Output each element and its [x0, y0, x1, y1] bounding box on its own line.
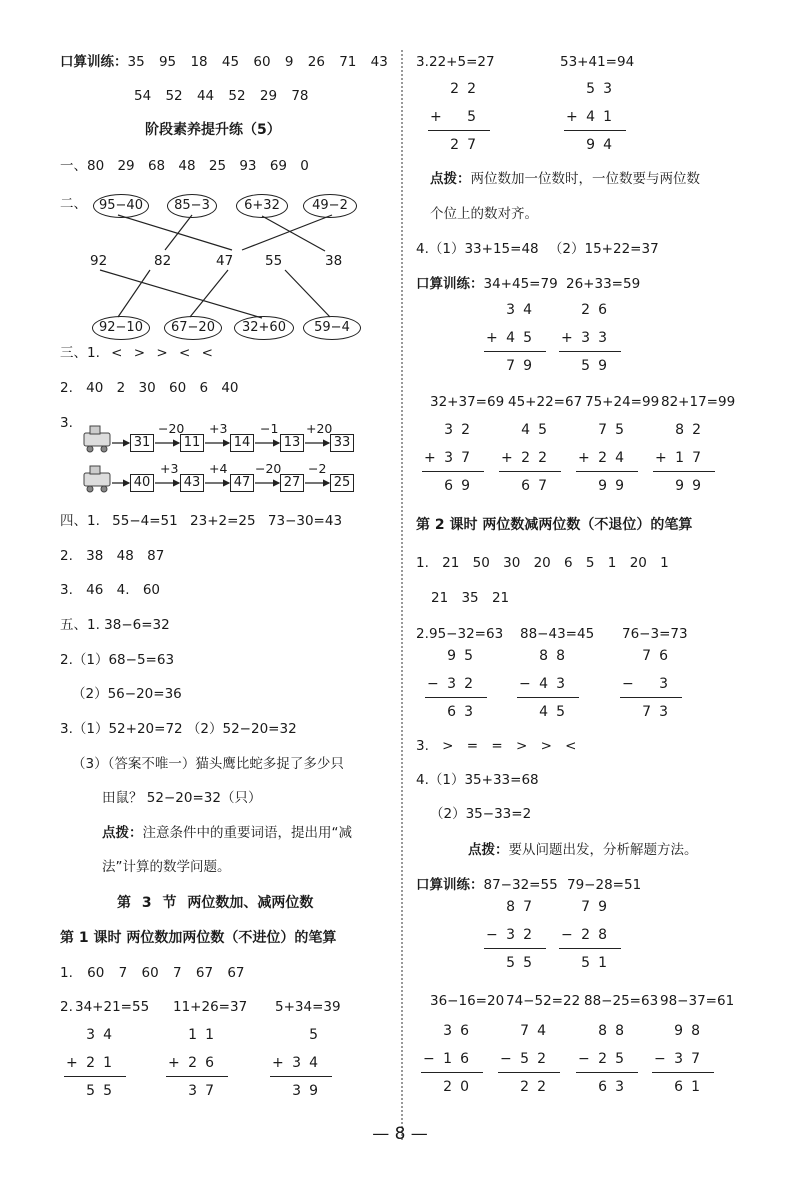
l1-v2-operator: + [168, 1055, 180, 1071]
r-l2-v1-operator: − [427, 676, 439, 692]
kousuan-row2: 54 52 44 52 29 78 [134, 88, 309, 104]
train1-op-3: −1 [260, 421, 279, 436]
r-ks2-eq-4: 82+17=99 [661, 394, 736, 410]
r-q3-eq-1: 22+5=27 [429, 54, 495, 70]
r-ks4-eq-3: 88−25=63 [584, 993, 659, 1009]
dianbo-left: 点拨：注意条件中的重要词语，提出用“减 [102, 825, 352, 841]
train1-box-1: 11 [180, 434, 204, 452]
lesson2-title: 第 2 课时 两位数减两位数（不退位）的笔算 [416, 517, 693, 533]
mid-number-2: 82 [154, 253, 172, 269]
r-ks1-eq-2: 26+33=59 [566, 276, 641, 292]
r-ks1-v1-top: 34 [506, 302, 540, 318]
r-q3-label: 3. [416, 54, 429, 70]
r-ks3-v1-top: 87 [506, 899, 540, 915]
r-ks3-v1-result: 55 [506, 955, 540, 971]
train1-op-2: +3 [209, 421, 228, 436]
r-l2-v3-addend: 3 [659, 676, 676, 692]
train-icon [84, 426, 110, 492]
oval-top-4: 49−2 [303, 194, 357, 218]
oval-bottom-4: 59−4 [303, 316, 361, 340]
l1-q2-eq-2: 11+26=37 [173, 999, 248, 1015]
r-dianbo1: 点拨：两位数加一位数时，一位数要与两位数 [430, 171, 700, 187]
r-q3-v2-rule [564, 130, 626, 131]
r-l2-v3-operator: − [622, 676, 634, 692]
r-ks2-v4-top: 82 [675, 422, 709, 438]
wu-2-2: （2）56−20=36 [72, 686, 182, 702]
r-ks4-eq-2: 74−52=22 [506, 993, 581, 1009]
wu-3: 3.（1）52+20=72 （2）52−20=32 [60, 721, 297, 737]
l1-q1: 1. 60 7 60 7 67 67 [60, 965, 245, 981]
lesson1-title: 第 1 课时 两位数加两位数（不进位）的笔算 [60, 930, 337, 946]
r-ks2-v1-addend: 37 [444, 450, 478, 466]
l1-v1-top: 34 [86, 1027, 120, 1043]
r-l2-q4-2: （2）35−33=2 [430, 806, 532, 822]
r-ks2-v3-operator: + [578, 450, 590, 466]
oval-bottom-1: 92−10 [92, 316, 150, 340]
r-dianbo1-b: 个位上的数对齐。 [430, 206, 538, 222]
mid-number-4: 55 [265, 253, 283, 269]
column-divider [401, 50, 403, 1140]
r-l2-q2-eq-1: 95−32=63 [429, 626, 504, 642]
r-ks4-v1-result: 20 [443, 1079, 477, 1095]
r-ks3-v2-top: 79 [581, 899, 615, 915]
r-ks1-v2-top: 26 [581, 302, 615, 318]
si-3: 3. 46 4. 60 [60, 582, 160, 598]
r-ks4-v4-top: 98 [674, 1023, 708, 1039]
r-ks1-v1-addend: 45 [506, 330, 540, 346]
r-l2-q2-label: 2. [416, 626, 429, 642]
r-ks3-v2-addend: 28 [581, 927, 615, 943]
r-q3-v1-operator: + [430, 109, 442, 125]
er-label: 二、 [60, 196, 87, 212]
l1-q2-label: 2. [60, 999, 73, 1015]
oval-top-3: 6+32 [236, 194, 288, 218]
train2-box-3: 27 [280, 474, 304, 492]
r-ks4-v1-addend: 16 [443, 1051, 477, 1067]
train1-op-4: +20 [306, 421, 333, 436]
l1-v3-result: 39 [292, 1083, 326, 1099]
r-ks2-v3-result: 99 [598, 478, 632, 494]
mid-number-1: 92 [90, 253, 108, 269]
l1-v3-addend: 34 [292, 1055, 326, 1071]
si-1: 四、1. 55−4=51 23+2=25 73−30=43 [60, 513, 343, 529]
r-ks4-v2-addend: 52 [520, 1051, 554, 1067]
page-number: — 8 — [372, 1124, 428, 1144]
r-ks4-v2-result: 22 [520, 1079, 554, 1095]
r-l2-q3: 3. > = = > > < [416, 738, 577, 754]
r-dianbo2: 点拨：要从问题出发，分析解题方法。 [468, 842, 698, 858]
r-ks1-v2-result: 59 [581, 358, 615, 374]
r-ks1-v2-addend: 33 [581, 330, 615, 346]
r-ks1-row: 口算训练：34+45=79 [416, 276, 558, 292]
l1-v1-addend: 21 [86, 1055, 120, 1071]
san-3-label: 3. [60, 415, 73, 431]
r-ks4-eq-4: 98−37=61 [660, 993, 735, 1009]
yi-answer: 一、80 29 68 48 25 93 69 0 [60, 158, 309, 174]
r-l2-v2-top: 88 [539, 648, 573, 664]
r-l2-v3-top: 76 [642, 648, 676, 664]
r-ks4-v1-rule [421, 1072, 483, 1073]
r-l2-q1b: 21 35 21 [431, 590, 510, 606]
r-ks4-v2-top: 74 [520, 1023, 554, 1039]
r-l2-v1-top: 95 [447, 648, 481, 664]
wu-2-1: 2.（1）68−5=63 [60, 652, 175, 668]
r-l2-v3-result: 73 [642, 704, 676, 720]
train1-box-4: 33 [330, 434, 354, 452]
wu-3-3a: （3）（答案不唯一）猫头鹰比蛇多捉了多少只 [72, 756, 344, 772]
l1-v1-result: 55 [86, 1083, 120, 1099]
r-q3-v1-addend: 5 [467, 109, 484, 125]
r-ks4-v4-rule [652, 1072, 714, 1073]
r-ks2-v2-top: 45 [521, 422, 555, 438]
r-ks2-v4-result: 99 [675, 478, 709, 494]
r-l2-q2-eq-2: 88−43=45 [520, 626, 595, 642]
r-ks1-v2-operator: + [561, 330, 573, 346]
train1-start: 31 [130, 434, 154, 452]
r-ks4-v4-operator: − [654, 1051, 666, 1067]
r-l2-v2-addend: 43 [539, 676, 573, 692]
r-ks1-v2-rule [559, 351, 621, 352]
r-ks2-v1-top: 32 [444, 422, 478, 438]
r-ks4-v3-rule [576, 1072, 638, 1073]
r-ks3-eq-2: 79−28=51 [567, 877, 642, 893]
r-ks2-v3-addend: 24 [598, 450, 632, 466]
mid-number-5: 38 [325, 253, 343, 269]
r-ks2-eq-1: 32+37=69 [430, 394, 505, 410]
r-l2-v1-result: 63 [447, 704, 481, 720]
r-ks4-v2-operator: − [500, 1051, 512, 1067]
section-title: 第 3 节 两位数加、减两位数 [117, 895, 314, 911]
r-q3-v2-operator: + [566, 109, 578, 125]
r-ks2-v1-result: 69 [444, 478, 478, 494]
r-q3-v1-rule [428, 130, 490, 131]
r-ks2-v4-operator: + [655, 450, 667, 466]
train-chain-arrows [0, 0, 400, 500]
train1-box-2: 14 [230, 434, 254, 452]
r-ks4-v3-operator: − [578, 1051, 590, 1067]
wu-3-3b: 田鼠？ 52−20=32（只） [102, 790, 262, 806]
train1-op-1: −20 [158, 421, 185, 436]
l1-v2-top: 11 [188, 1027, 222, 1043]
r-ks2-v2-rule [499, 471, 561, 472]
r-ks2-eq-3: 75+24=99 [585, 394, 660, 410]
r-ks4-v3-result: 63 [598, 1079, 632, 1095]
l1-q2-eq-3: 5+34=39 [275, 999, 341, 1015]
stage-title: 阶段素养提升练（5） [145, 122, 281, 138]
r-ks2-v2-operator: + [501, 450, 513, 466]
r-l2-v1-addend: 32 [447, 676, 481, 692]
l1-v3-operator: + [272, 1055, 284, 1071]
kousuan-row1: 口算训练：35 95 18 45 60 9 26 71 43 [60, 54, 388, 70]
r-ks3-v2-result: 51 [581, 955, 615, 971]
r-ks3-row: 口算训练：87−32=55 [416, 877, 558, 893]
r-q3-v1-top: 22 [450, 81, 484, 97]
r-ks1-v1-operator: + [486, 330, 498, 346]
r-ks4-v2-rule [498, 1072, 560, 1073]
r-ks3-v2-operator: − [561, 927, 573, 943]
r-ks4-v1-top: 36 [443, 1023, 477, 1039]
r-ks4-v1-operator: − [423, 1051, 435, 1067]
l1-v1-rule [64, 1076, 126, 1077]
r-ks4-v3-top: 88 [598, 1023, 632, 1039]
train2-op-2: +4 [209, 461, 228, 476]
l1-v2-result: 37 [188, 1083, 222, 1099]
l1-v2-addend: 26 [188, 1055, 222, 1071]
r-q3-v2-top: 53 [586, 81, 620, 97]
r-l2-v1-rule [425, 697, 487, 698]
san-1: 三、1. < > > < < [60, 345, 213, 361]
r-ks3-v1-operator: − [486, 927, 498, 943]
train2-box-1: 43 [180, 474, 204, 492]
train2-start: 40 [130, 474, 154, 492]
r-ks4-v3-addend: 25 [598, 1051, 632, 1067]
l1-v3-top: 5 [309, 1027, 326, 1043]
oval-top-2: 85−3 [167, 194, 217, 218]
oval-bottom-3: 32+60 [234, 316, 294, 340]
r-q3-v1-result: 27 [450, 137, 484, 153]
r-l2-v2-operator: − [519, 676, 531, 692]
r-ks2-v1-rule [422, 471, 484, 472]
r-ks2-v4-addend: 17 [675, 450, 709, 466]
r-ks2-eq-2: 45+22=67 [508, 394, 583, 410]
r-ks2-v2-addend: 22 [521, 450, 555, 466]
si-2: 2. 38 48 87 [60, 548, 165, 564]
r-ks1-v1-rule [484, 351, 546, 352]
r-ks3-v1-addend: 32 [506, 927, 540, 943]
r-q3-eq-2: 53+41=94 [560, 54, 635, 70]
r-l2-v2-rule [517, 697, 579, 698]
l1-v3-rule [270, 1076, 332, 1077]
r-l2-q4-1: 4.（1）35+33=68 [416, 772, 539, 788]
train2-op-4: −2 [308, 461, 327, 476]
r-ks2-v1-operator: + [424, 450, 436, 466]
mid-number-3: 47 [216, 253, 234, 269]
dianbo-left-b: 法”计算的数学问题。 [102, 859, 231, 875]
r-ks4-v4-result: 61 [674, 1079, 708, 1095]
r-ks4-eq-1: 36−16=20 [430, 993, 505, 1009]
train2-box-4: 25 [330, 474, 354, 492]
train2-op-3: −20 [255, 461, 282, 476]
r-ks2-v2-result: 67 [521, 478, 555, 494]
r-ks4-v4-addend: 37 [674, 1051, 708, 1067]
r-l2-q2-eq-3: 76−3=73 [622, 626, 688, 642]
r-ks3-v2-rule [559, 948, 621, 949]
r-ks2-v3-rule [576, 471, 638, 472]
oval-bottom-2: 67−20 [164, 316, 222, 340]
train2-op-1: +3 [160, 461, 179, 476]
l1-q2-eq-1: 34+21=55 [75, 999, 150, 1015]
wu-1: 五、1. 38−6=32 [60, 617, 170, 633]
r-ks3-v1-rule [484, 948, 546, 949]
train2-box-2: 47 [230, 474, 254, 492]
r-ks2-v3-top: 75 [598, 422, 632, 438]
r-l2-q1a: 1. 21 50 30 20 6 5 1 20 1 [416, 555, 669, 571]
r-l2-v3-rule [620, 697, 682, 698]
r-q3-v2-result: 94 [586, 137, 620, 153]
l1-v2-rule [166, 1076, 228, 1077]
r-q4: 4.（1）33+15=48 （2）15+22=37 [416, 241, 659, 257]
l1-v1-operator: + [66, 1055, 78, 1071]
san-2: 2. 40 2 30 60 6 40 [60, 380, 239, 396]
r-q3-v2-addend: 41 [586, 109, 620, 125]
r-ks1-v1-result: 79 [506, 358, 540, 374]
train1-box-3: 13 [280, 434, 304, 452]
r-l2-v2-result: 45 [539, 704, 573, 720]
oval-top-1: 95−40 [93, 194, 149, 218]
r-ks2-v4-rule [653, 471, 715, 472]
